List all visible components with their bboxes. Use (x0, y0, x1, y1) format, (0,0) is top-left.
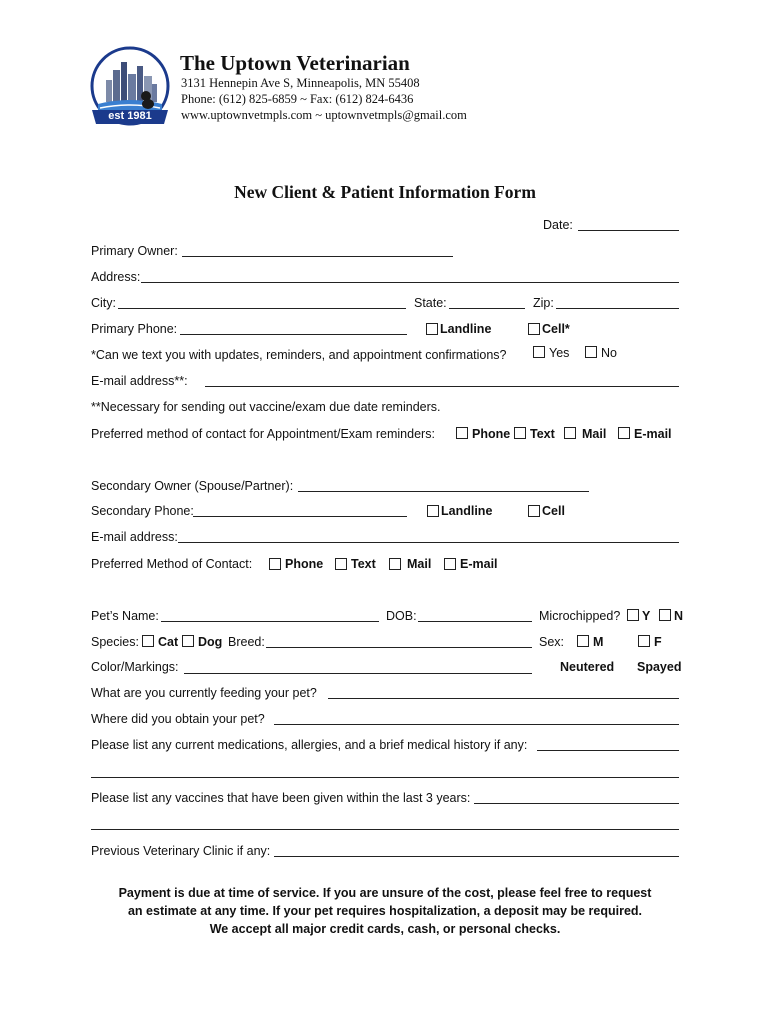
secondary-pref-email-label: E-mail (460, 557, 498, 571)
secondary-pref-mail-label: Mail (407, 557, 432, 571)
form-title: New Client & Patient Information Form (234, 182, 536, 202)
clinic-address: 3131 Hennepin Ave S, Minneapolis, MN 55408 (181, 76, 420, 90)
text-permission-question: *Can we text you with updates, reminders, and appointment confirmations? (91, 348, 507, 362)
email-note: **Necessary for sending out vaccine/exam due date reminders. (91, 400, 441, 414)
payment-note-line-3: We accept all major credit cards, cash, or personal checks. (209, 922, 561, 936)
date-label: Date: (543, 218, 573, 232)
species-cat-label: Cat (158, 635, 179, 649)
sex-female-checkbox[interactable] (638, 635, 650, 647)
previous-clinic-field[interactable] (274, 856, 679, 857)
secondary-cell-label: Cell (542, 504, 565, 518)
primary-cell-label: Cell* (542, 322, 570, 336)
secondary-owner-label: Secondary Owner (Spouse/Partner): (91, 479, 294, 493)
color-markings-label: Color/Markings: (91, 660, 179, 674)
primary-email-field[interactable] (205, 386, 679, 387)
payment-note-line-1: Payment is due at time of service. If you are unsure of the cost, please feel free to request (118, 886, 652, 900)
address-field[interactable] (141, 282, 679, 283)
text-no-label: No (601, 346, 617, 360)
clinic-name: The Uptown Veterinarian (180, 51, 410, 75)
text-yes-checkbox[interactable] (533, 346, 545, 358)
feeding-field[interactable] (328, 698, 679, 699)
clinic-logo (88, 46, 172, 130)
dob-field[interactable] (418, 621, 532, 622)
feeding-label: What are you currently feeding your pet? (91, 686, 317, 700)
primary-pref-text-label: Text (530, 427, 555, 441)
zip-field[interactable] (556, 308, 679, 309)
address-label: Address: (91, 270, 141, 284)
previous-clinic-label: Previous Veterinary Clinic if any: (91, 844, 271, 858)
primary-cell-checkbox[interactable] (528, 323, 540, 335)
microchipped-no-checkbox[interactable] (659, 609, 671, 621)
secondary-pref-phone-label: Phone (285, 557, 324, 571)
medical-history-field[interactable] (537, 750, 679, 751)
microchipped-label: Microchipped? (539, 609, 621, 623)
primary-pref-mail-label: Mail (582, 427, 607, 441)
medical-history-label: Please list any current medications, allergies, and a brief medical history if any: (91, 738, 528, 752)
secondary-email-field[interactable] (178, 542, 679, 543)
primary-email-label: E-mail address**: (91, 374, 188, 388)
payment-note-line-2: an estimate at any time. If your pet requires hospitalization, a deposit may be required. (127, 904, 643, 918)
primary-owner-label: Primary Owner: (91, 244, 178, 258)
primary-pref-phone-checkbox[interactable] (456, 427, 468, 439)
primary-owner-field[interactable] (182, 256, 453, 257)
primary-phone-field[interactable] (180, 334, 407, 335)
text-yes-label: Yes (549, 346, 570, 360)
sex-male-checkbox[interactable] (577, 635, 589, 647)
state-label: State: (414, 296, 447, 310)
microchipped-yes-checkbox[interactable] (627, 609, 639, 621)
secondary-pref-text-checkbox[interactable] (335, 558, 347, 570)
city-field[interactable] (118, 308, 406, 309)
zip-label: Zip: (533, 296, 554, 310)
dob-label: DOB: (386, 609, 417, 623)
secondary-landline-checkbox[interactable] (427, 505, 439, 517)
logo-badge-text: est 1981 (108, 110, 152, 122)
primary-phone-label: Primary Phone: (91, 322, 178, 336)
secondary-preferred-contact-label: Preferred Method of Contact: (91, 557, 253, 571)
vaccines-label: Please list any vaccines that have been given within the last 3 years: (91, 791, 471, 805)
primary-pref-phone-label: Phone (472, 427, 511, 441)
breed-field[interactable] (266, 647, 532, 648)
obtain-field[interactable] (274, 724, 679, 725)
secondary-pref-email-checkbox[interactable] (444, 558, 456, 570)
clinic-phone-fax: Phone: (612) 825-6859 ~ Fax: (612) 824-6436 (181, 92, 414, 106)
vaccines-field[interactable] (474, 803, 679, 804)
secondary-owner-field[interactable] (298, 491, 589, 492)
secondary-pref-text-label: Text (351, 557, 376, 571)
secondary-phone-label: Secondary Phone: (91, 504, 194, 518)
secondary-email-label: E-mail address: (91, 530, 178, 544)
secondary-cell-checkbox[interactable] (528, 505, 540, 517)
primary-landline-checkbox[interactable] (426, 323, 438, 335)
microchipped-no-label: N (674, 609, 684, 623)
medical-history-field-line-2[interactable] (91, 777, 679, 778)
color-markings-field[interactable] (184, 673, 532, 674)
state-field[interactable] (449, 308, 525, 309)
city-label: City: (91, 296, 116, 310)
neutered-label: Neutered (560, 660, 615, 674)
sex-female-label: F (654, 635, 662, 649)
obtain-label: Where did you obtain your pet? (91, 712, 265, 726)
text-no-checkbox[interactable] (585, 346, 597, 358)
primary-pref-text-checkbox[interactable] (514, 427, 526, 439)
species-dog-checkbox[interactable] (182, 635, 194, 647)
date-field[interactable] (578, 230, 679, 231)
species-label: Species: (91, 635, 139, 649)
species-cat-checkbox[interactable] (142, 635, 154, 647)
sex-label: Sex: (539, 635, 565, 649)
breed-label: Breed: (228, 635, 265, 649)
secondary-pref-phone-checkbox[interactable] (269, 558, 281, 570)
pet-name-label: Pet’s Name: (91, 609, 159, 623)
primary-pref-mail-checkbox[interactable] (564, 427, 576, 439)
sex-male-label: M (593, 635, 604, 649)
primary-preferred-contact-label: Preferred method of contact for Appointment/Exam reminders: (91, 427, 435, 441)
primary-pref-email-checkbox[interactable] (618, 427, 630, 439)
microchipped-yes-label: Y (642, 609, 651, 623)
pet-name-field[interactable] (161, 621, 379, 622)
secondary-landline-label: Landline (441, 504, 493, 518)
clinic-web-email: www.uptownvetmpls.com ~ uptownvetmpls@gmail.com (181, 108, 467, 122)
spayed-label: Spayed (637, 660, 682, 674)
primary-landline-label: Landline (440, 322, 492, 336)
primary-pref-email-label: E-mail (634, 427, 672, 441)
species-dog-label: Dog (198, 635, 223, 649)
secondary-phone-field[interactable] (193, 516, 407, 517)
secondary-pref-mail-checkbox[interactable] (389, 558, 401, 570)
vaccines-field-line-2[interactable] (91, 829, 679, 830)
